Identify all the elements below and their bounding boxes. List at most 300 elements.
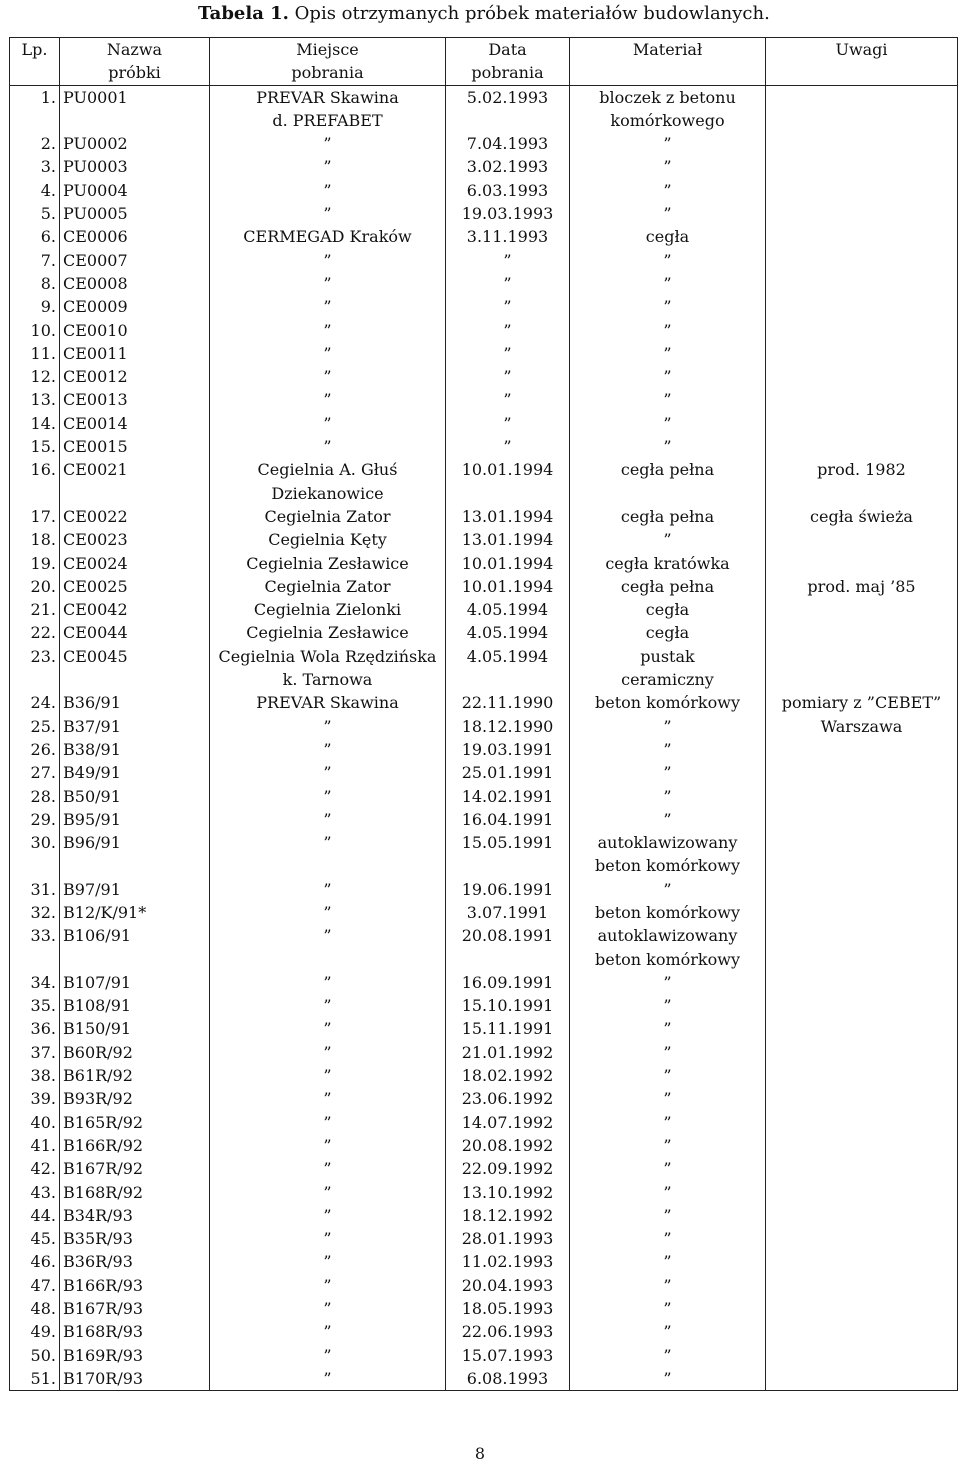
- cell-material: ”: [570, 1087, 766, 1110]
- cell-lp: 14.: [10, 412, 60, 435]
- table-row: [10, 761, 958, 784]
- cell-material: ”: [570, 1064, 766, 1087]
- cell-lp: 38.: [10, 1064, 60, 1087]
- cell-sample-name: CE0023: [60, 528, 210, 551]
- cell-sample-name: CE0015: [60, 435, 210, 458]
- cell-date: 10.01.1994: [446, 552, 570, 575]
- cell-place: ”: [210, 994, 446, 1017]
- cell-material: ”: [570, 272, 766, 295]
- cell-sample-name: B50/91: [60, 785, 210, 808]
- cell-material: cegła pełna: [570, 505, 766, 528]
- cell-lp: 6.: [10, 225, 60, 248]
- cell-notes: [766, 645, 958, 692]
- table-row: [10, 1064, 958, 1087]
- table-row: [10, 1087, 958, 1110]
- header-lp: Lp.: [10, 38, 60, 86]
- cell-place: ”: [210, 1181, 446, 1204]
- cell-place: ”: [210, 761, 446, 784]
- cell-lp: 46.: [10, 1250, 60, 1273]
- cell-place: ”: [210, 878, 446, 901]
- cell-lp: 36.: [10, 1017, 60, 1040]
- cell-date: 7.04.1993: [446, 132, 570, 155]
- cell-sample-name: B108/91: [60, 994, 210, 1017]
- cell-place: ”: [210, 1087, 446, 1110]
- cell-date: 15.07.1993: [446, 1344, 570, 1367]
- cell-lp: 7.: [10, 249, 60, 272]
- cell-notes: [766, 621, 958, 644]
- cell-place: ”: [210, 901, 446, 924]
- page-number: 8: [474, 1444, 486, 1463]
- cell-lp: 1.: [10, 85, 60, 132]
- cell-place: ”: [210, 715, 446, 738]
- cell-date: 22.06.1993: [446, 1320, 570, 1343]
- table-row: [10, 435, 958, 458]
- cell-lp: 43.: [10, 1181, 60, 1204]
- cell-notes: [766, 1320, 958, 1343]
- cell-sample-name: CE0024: [60, 552, 210, 575]
- cell-place: ”: [210, 1041, 446, 1064]
- header-notes: Uwagi: [766, 38, 958, 86]
- cell-date: 10.01.1994: [446, 575, 570, 598]
- cell-material: ”: [570, 1111, 766, 1134]
- table-body: [10, 85, 958, 1391]
- cell-material: ”: [570, 319, 766, 342]
- table-row: [10, 319, 958, 342]
- cell-sample-name: CE0007: [60, 249, 210, 272]
- cell-notes: [766, 1157, 958, 1180]
- cell-place: ”: [210, 272, 446, 295]
- cell-notes: [766, 412, 958, 435]
- cell-material: ”: [570, 715, 766, 738]
- cell-material: ”: [570, 1017, 766, 1040]
- cell-date: 5.02.1993: [446, 85, 570, 132]
- cell-notes: [766, 901, 958, 924]
- cell-date: 20.08.1992: [446, 1134, 570, 1157]
- cell-sample-name: PU0005: [60, 202, 210, 225]
- cell-lp: 8.: [10, 272, 60, 295]
- cell-sample-name: B166R/93: [60, 1274, 210, 1297]
- cell-notes: [766, 342, 958, 365]
- cell-place: ”: [210, 1134, 446, 1157]
- cell-date: 14.02.1991: [446, 785, 570, 808]
- cell-sample-name: B167R/93: [60, 1297, 210, 1320]
- cell-date: 20.04.1993: [446, 1274, 570, 1297]
- table-row: [10, 1134, 958, 1157]
- cell-material: ”: [570, 295, 766, 318]
- cell-material: ”: [570, 342, 766, 365]
- cell-lp: 28.: [10, 785, 60, 808]
- cell-lp: 20.: [10, 575, 60, 598]
- cell-place: ”: [210, 1064, 446, 1087]
- cell-notes: [766, 1297, 958, 1320]
- cell-material: ”: [570, 365, 766, 388]
- cell-date: ”: [446, 272, 570, 295]
- cell-place: CERMEGAD Kraków: [210, 225, 446, 248]
- cell-lp: 3.: [10, 155, 60, 178]
- header-name: Nazwa próbki: [60, 38, 210, 86]
- cell-place: Cegielnia A. Głuś Dziekanowice: [210, 458, 446, 505]
- table-row: [10, 412, 958, 435]
- cell-notes: [766, 1250, 958, 1273]
- cell-place: PREVAR Skawina d. PREFABET: [210, 85, 446, 132]
- cell-sample-name: B168R/93: [60, 1320, 210, 1343]
- cell-date: 21.01.1992: [446, 1041, 570, 1064]
- table-row: [10, 1297, 958, 1320]
- cell-lp: 24.: [10, 691, 60, 714]
- table-row: [10, 85, 958, 132]
- cell-lp: 21.: [10, 598, 60, 621]
- cell-material: ”: [570, 1134, 766, 1157]
- cell-sample-name: B37/91: [60, 715, 210, 738]
- cell-date: 18.12.1990: [446, 715, 570, 738]
- cell-notes: [766, 155, 958, 178]
- table-row: [10, 808, 958, 831]
- cell-material: ”: [570, 435, 766, 458]
- table-row: [10, 1204, 958, 1227]
- table-row: [10, 249, 958, 272]
- cell-notes: [766, 1181, 958, 1204]
- cell-material: ”: [570, 249, 766, 272]
- cell-material: ”: [570, 738, 766, 761]
- cell-date: 20.08.1991: [446, 924, 570, 971]
- cell-sample-name: CE0014: [60, 412, 210, 435]
- cell-date: ”: [446, 412, 570, 435]
- cell-sample-name: B12/K/91*: [60, 901, 210, 924]
- table-row: [10, 132, 958, 155]
- samples-table: [9, 37, 958, 1391]
- cell-sample-name: B61R/92: [60, 1064, 210, 1087]
- cell-date: 22.09.1992: [446, 1157, 570, 1180]
- cell-lp: 47.: [10, 1274, 60, 1297]
- cell-notes: [766, 552, 958, 575]
- table-row: [10, 365, 958, 388]
- cell-sample-name: B36/91: [60, 691, 210, 714]
- cell-date: 15.05.1991: [446, 831, 570, 878]
- cell-material: ”: [570, 528, 766, 551]
- cell-material: ”: [570, 388, 766, 411]
- cell-date: 22.11.1990: [446, 691, 570, 714]
- cell-sample-name: B36R/93: [60, 1250, 210, 1273]
- table-row: [10, 1250, 958, 1273]
- cell-material: cegła pełna: [570, 458, 766, 505]
- cell-sample-name: CE0021: [60, 458, 210, 505]
- cell-material: ”: [570, 1297, 766, 1320]
- cell-date: 16.09.1991: [446, 971, 570, 994]
- cell-sample-name: PU0001: [60, 85, 210, 132]
- cell-place: ”: [210, 155, 446, 178]
- cell-place: ”: [210, 249, 446, 272]
- cell-lp: 34.: [10, 971, 60, 994]
- cell-date: 19.03.1993: [446, 202, 570, 225]
- cell-place: Cegielnia Zesławice: [210, 621, 446, 644]
- cell-material: ”: [570, 132, 766, 155]
- cell-material: ”: [570, 994, 766, 1017]
- table-row: [10, 179, 958, 202]
- cell-date: ”: [446, 342, 570, 365]
- cell-place: ”: [210, 295, 446, 318]
- table-row: [10, 458, 958, 505]
- cell-lp: 50.: [10, 1344, 60, 1367]
- cell-lp: 10.: [10, 319, 60, 342]
- cell-notes: [766, 132, 958, 155]
- cell-material: ”: [570, 1227, 766, 1250]
- cell-notes: [766, 435, 958, 458]
- table-row: [10, 598, 958, 621]
- table-row: [10, 272, 958, 295]
- cell-material: ”: [570, 1367, 766, 1391]
- cell-notes: [766, 1204, 958, 1227]
- table-row: [10, 1320, 958, 1343]
- cell-place: Cegielnia Zesławice: [210, 552, 446, 575]
- table-row: [10, 155, 958, 178]
- cell-material: ”: [570, 878, 766, 901]
- cell-sample-name: PU0003: [60, 155, 210, 178]
- cell-material: ”: [570, 1274, 766, 1297]
- cell-date: 4.05.1994: [446, 645, 570, 692]
- cell-sample-name: B165R/92: [60, 1111, 210, 1134]
- cell-notes: [766, 225, 958, 248]
- cell-date: 13.01.1994: [446, 505, 570, 528]
- cell-notes: [766, 1344, 958, 1367]
- cell-place: Cegielnia Zator: [210, 505, 446, 528]
- table-row: [10, 575, 958, 598]
- cell-lp: 12.: [10, 365, 60, 388]
- cell-material: cegła: [570, 621, 766, 644]
- cell-material: ”: [570, 1344, 766, 1367]
- cell-sample-name: CE0022: [60, 505, 210, 528]
- cell-date: 13.01.1994: [446, 528, 570, 551]
- cell-material: ”: [570, 1204, 766, 1227]
- cell-date: ”: [446, 319, 570, 342]
- cell-lp: 44.: [10, 1204, 60, 1227]
- cell-material: cegła: [570, 598, 766, 621]
- cell-place: ”: [210, 342, 446, 365]
- cell-place: Cegielnia Zielonki: [210, 598, 446, 621]
- cell-date: 18.02.1992: [446, 1064, 570, 1087]
- cell-date: 3.02.1993: [446, 155, 570, 178]
- cell-notes: [766, 971, 958, 994]
- cell-material: ”: [570, 1157, 766, 1180]
- cell-date: 4.05.1994: [446, 621, 570, 644]
- cell-material: ”: [570, 1041, 766, 1064]
- table-row: [10, 1111, 958, 1134]
- cell-date: 6.03.1993: [446, 179, 570, 202]
- cell-lp: 35.: [10, 994, 60, 1017]
- table-row: [10, 505, 958, 528]
- table-row: [10, 1274, 958, 1297]
- cell-sample-name: CE0045: [60, 645, 210, 692]
- cell-date: ”: [446, 295, 570, 318]
- cell-notes: [766, 598, 958, 621]
- cell-lp: 32.: [10, 901, 60, 924]
- cell-place: ”: [210, 319, 446, 342]
- cell-notes: [766, 808, 958, 831]
- cell-place: ”: [210, 785, 446, 808]
- cell-sample-name: B167R/92: [60, 1157, 210, 1180]
- cell-place: ”: [210, 1204, 446, 1227]
- table-row: [10, 901, 958, 924]
- table-row: [10, 202, 958, 225]
- cell-sample-name: CE0042: [60, 598, 210, 621]
- cell-lp: 45.: [10, 1227, 60, 1250]
- cell-notes: [766, 924, 958, 971]
- cell-sample-name: CE0009: [60, 295, 210, 318]
- cell-sample-name: CE0044: [60, 621, 210, 644]
- table-row: [10, 342, 958, 365]
- table-row: [10, 1041, 958, 1064]
- cell-notes: [766, 319, 958, 342]
- cell-date: 28.01.1993: [446, 1227, 570, 1250]
- cell-place: ”: [210, 1344, 446, 1367]
- header-material: Materiał: [570, 38, 766, 86]
- cell-place: ”: [210, 1111, 446, 1134]
- cell-notes: [766, 1274, 958, 1297]
- cell-lp: 33.: [10, 924, 60, 971]
- table-row: [10, 785, 958, 808]
- cell-sample-name: B49/91: [60, 761, 210, 784]
- cell-place: PREVAR Skawina: [210, 691, 446, 714]
- cell-material: ”: [570, 179, 766, 202]
- caption-label: Tabela 1.: [198, 3, 289, 24]
- cell-sample-name: CE0008: [60, 272, 210, 295]
- cell-place: ”: [210, 808, 446, 831]
- cell-place: Cegielnia Kęty: [210, 528, 446, 551]
- cell-lp: 15.: [10, 435, 60, 458]
- cell-lp: 16.: [10, 458, 60, 505]
- caption-text: Opis otrzymanych próbek materiałów budowlanych.: [294, 3, 770, 24]
- table-row: [10, 1157, 958, 1180]
- cell-date: ”: [446, 435, 570, 458]
- cell-notes: [766, 1064, 958, 1087]
- cell-material: ”: [570, 1181, 766, 1204]
- cell-place: ”: [210, 1367, 446, 1391]
- cell-lp: 42.: [10, 1157, 60, 1180]
- table-row: [10, 924, 958, 971]
- cell-notes: prod. maj ’85: [766, 575, 958, 598]
- cell-sample-name: B38/91: [60, 738, 210, 761]
- cell-date: 10.01.1994: [446, 458, 570, 505]
- cell-lp: 49.: [10, 1320, 60, 1343]
- cell-sample-name: B170R/93: [60, 1367, 210, 1391]
- cell-place: ”: [210, 202, 446, 225]
- cell-material: ”: [570, 412, 766, 435]
- table-row: [10, 715, 958, 738]
- cell-notes: prod. 1982: [766, 458, 958, 505]
- table-row: [10, 971, 958, 994]
- cell-lp: 25.: [10, 715, 60, 738]
- cell-date: ”: [446, 388, 570, 411]
- table-row: [10, 1017, 958, 1040]
- cell-notes: [766, 831, 958, 878]
- cell-lp: 5.: [10, 202, 60, 225]
- cell-material: cegła: [570, 225, 766, 248]
- cell-lp: 27.: [10, 761, 60, 784]
- cell-notes: [766, 738, 958, 761]
- cell-notes: [766, 365, 958, 388]
- cell-place: Cegielnia Wola Rzędzińska k. Tarnowa: [210, 645, 446, 692]
- cell-notes: [766, 1017, 958, 1040]
- cell-material: ”: [570, 785, 766, 808]
- cell-notes: [766, 785, 958, 808]
- cell-sample-name: PU0004: [60, 179, 210, 202]
- cell-sample-name: B93R/92: [60, 1087, 210, 1110]
- cell-material: autoklawizowany beton komórkowy: [570, 924, 766, 971]
- cell-sample-name: B106/91: [60, 924, 210, 971]
- cell-lp: 41.: [10, 1134, 60, 1157]
- cell-place: ”: [210, 1017, 446, 1040]
- table-row: [10, 225, 958, 248]
- header-date: Data pobrania: [446, 38, 570, 86]
- cell-lp: 23.: [10, 645, 60, 692]
- cell-material: autoklawizowany beton komórkowy: [570, 831, 766, 878]
- cell-sample-name: B95/91: [60, 808, 210, 831]
- cell-material: ”: [570, 761, 766, 784]
- cell-date: 11.02.1993: [446, 1250, 570, 1273]
- cell-material: beton komórkowy: [570, 691, 766, 714]
- cell-lp: 31.: [10, 878, 60, 901]
- header-place: Miejsce pobrania: [210, 38, 446, 86]
- cell-material: ”: [570, 1250, 766, 1273]
- cell-sample-name: B96/91: [60, 831, 210, 878]
- cell-sample-name: B168R/92: [60, 1181, 210, 1204]
- table-row: [10, 1344, 958, 1367]
- cell-place: ”: [210, 1274, 446, 1297]
- cell-material: beton komórkowy: [570, 901, 766, 924]
- cell-date: 18.12.1992: [446, 1204, 570, 1227]
- cell-sample-name: B150/91: [60, 1017, 210, 1040]
- cell-material: ”: [570, 808, 766, 831]
- table-header: [10, 38, 958, 86]
- cell-notes: Warszawa: [766, 715, 958, 738]
- cell-sample-name: PU0002: [60, 132, 210, 155]
- cell-material: ”: [570, 155, 766, 178]
- cell-lp: 11.: [10, 342, 60, 365]
- cell-place: ”: [210, 435, 446, 458]
- cell-notes: [766, 1367, 958, 1391]
- cell-place: ”: [210, 132, 446, 155]
- cell-place: ”: [210, 1250, 446, 1273]
- cell-date: 19.06.1991: [446, 878, 570, 901]
- cell-notes: [766, 1134, 958, 1157]
- cell-date: 4.05.1994: [446, 598, 570, 621]
- table-row: [10, 878, 958, 901]
- cell-lp: 48.: [10, 1297, 60, 1320]
- cell-sample-name: B107/91: [60, 971, 210, 994]
- cell-notes: [766, 179, 958, 202]
- cell-notes: [766, 249, 958, 272]
- cell-place: ”: [210, 1227, 446, 1250]
- cell-lp: 4.: [10, 179, 60, 202]
- cell-notes: [766, 295, 958, 318]
- cell-place: Cegielnia Zator: [210, 575, 446, 598]
- cell-sample-name: B97/91: [60, 878, 210, 901]
- cell-notes: [766, 202, 958, 225]
- cell-place: ”: [210, 924, 446, 971]
- table-row: [10, 1181, 958, 1204]
- cell-notes: pomiary z ”CEBET”: [766, 691, 958, 714]
- cell-material: ”: [570, 971, 766, 994]
- cell-date: 25.01.1991: [446, 761, 570, 784]
- cell-material: ”: [570, 202, 766, 225]
- cell-lp: 39.: [10, 1087, 60, 1110]
- cell-lp: 37.: [10, 1041, 60, 1064]
- table-row: [10, 645, 958, 692]
- cell-place: ”: [210, 971, 446, 994]
- table-row: [10, 295, 958, 318]
- cell-lp: 26.: [10, 738, 60, 761]
- table-row: [10, 528, 958, 551]
- table-row: [10, 738, 958, 761]
